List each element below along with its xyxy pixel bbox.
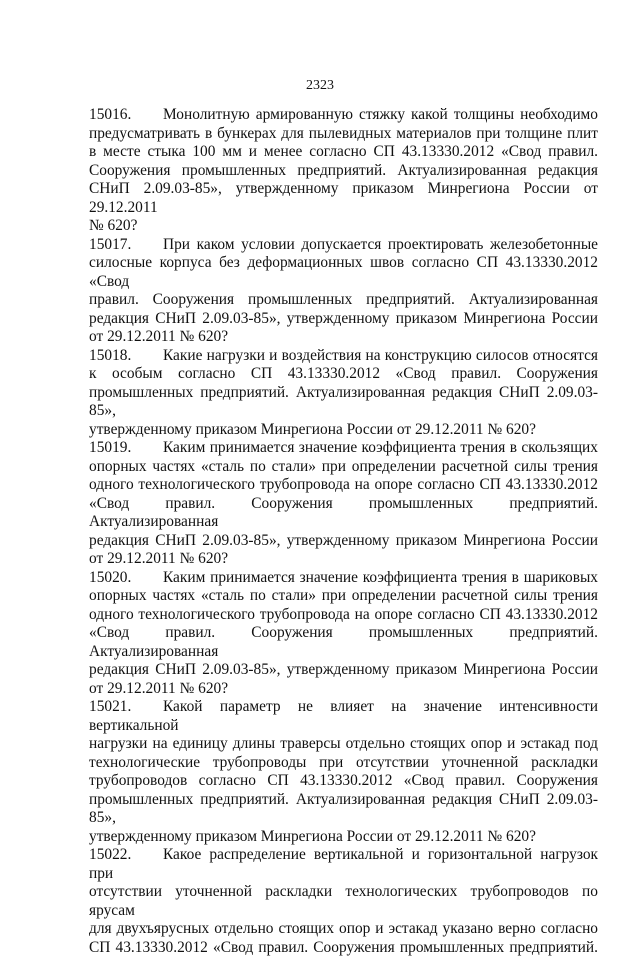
question-number: 15022.: [89, 846, 163, 865]
question-text: от 29.12.2011 № 620?: [89, 550, 228, 567]
question-number: 15021.: [89, 698, 163, 717]
question-line: [89, 347, 598, 366]
question-line: [89, 606, 598, 625]
question-line: [89, 532, 598, 551]
question-text: правил. Сооружения промышленных предприятий. Актуализированная: [89, 291, 598, 308]
question-text: опорных частях «сталь по стали» при определении расчетной силы трения: [89, 458, 598, 475]
question-line: [89, 624, 598, 661]
question-item: [89, 106, 598, 236]
question-text: «Свод правил. Сооружения промышленных предприятий. Актуализированная: [89, 495, 598, 531]
question-line: [89, 939, 598, 957]
question-line: [89, 828, 598, 847]
question-line: [89, 791, 598, 828]
question-text: от 29.12.2011 № 620?: [89, 680, 228, 697]
question-text: одного технологического трубопровода на опоре согласно СП 43.13330.2012: [89, 476, 598, 493]
question-text: Каким принимается значение коэффициента трения в шариковых: [163, 569, 598, 586]
question-text: от 29.12.2011 № 620?: [89, 328, 228, 345]
question-text: Какие нагрузки и воздействия на конструкцию силосов относятся: [163, 347, 598, 364]
question-line: [89, 569, 598, 588]
question-number: 15016.: [89, 106, 163, 125]
question-text: № 620?: [89, 217, 137, 234]
question-line: [89, 328, 598, 347]
question-text: утвержденному приказом Минрегиона России от 29.12.2011 № 620?: [89, 421, 536, 438]
question-line: [89, 236, 598, 255]
question-text: СНиП 2.09.03-85», утвержденному приказом Минрегиона России от 29.12.2011: [89, 180, 598, 216]
question-text: Каким принимается значение коэффициента трения в скользящих: [163, 439, 598, 456]
question-number: 15018.: [89, 347, 163, 366]
question-text: силосные корпуса без деформационных швов согласно СП 43.13330.2012 «Свод: [89, 254, 598, 290]
question-line: [89, 754, 598, 773]
question-text: утвержденному приказом Минрегиона России от 29.12.2011 № 620?: [89, 828, 536, 845]
question-line: [89, 310, 598, 329]
question-text: редакция СНиП 2.09.03-85», утвержденному приказом Минрегиона России: [89, 532, 598, 549]
question-line: [89, 735, 598, 754]
question-line: [89, 846, 598, 883]
question-text: трубопроводов согласно СП 43.13330.2012 «Свод правил. Сооружения: [89, 772, 598, 789]
question-line: [89, 698, 598, 735]
question-text: нагрузки на единицу длины траверсы отдельно стоящих опор и эстакад под: [89, 735, 598, 752]
question-number: 15017.: [89, 236, 163, 255]
question-line: [89, 421, 598, 440]
page-number: 2323: [0, 78, 640, 94]
question-line: [89, 125, 598, 144]
question-line: [89, 680, 598, 699]
question-text: Какой параметр не влияет на значение интенсивности вертикальной: [89, 698, 598, 734]
question-text: СП 43.13330.2012 «Свод правил. Сооружения промышленных предприятий.: [89, 939, 598, 956]
question-text: к особым согласно СП 43.13330.2012 «Свод правил. Сооружения: [89, 365, 598, 382]
question-line: [89, 254, 598, 291]
question-item: [89, 236, 598, 347]
question-line: [89, 365, 598, 384]
question-line: [89, 920, 598, 939]
question-item: [89, 439, 598, 569]
question-text: технологические трубопроводы при отсутствии уточненной раскладки: [89, 754, 598, 771]
question-text: в месте стыка 100 мм и менее согласно СП 43.13330.2012 «Свод правил.: [89, 143, 598, 160]
question-item: [89, 347, 598, 440]
question-line: [89, 106, 598, 125]
question-line: [89, 587, 598, 606]
questions-list: [89, 106, 598, 957]
question-text: редакция СНиП 2.09.03-85», утвержденному приказом Минрегиона России: [89, 310, 598, 327]
question-line: [89, 439, 598, 458]
question-line: [89, 217, 598, 236]
question-number: 15020.: [89, 569, 163, 588]
question-text: отсутствии уточненной раскладки технологических трубопроводов по ярусам: [89, 883, 598, 919]
question-text: предусматривать в бункерах для пылевидных материалов при толщине плит: [89, 125, 598, 142]
question-line: [89, 883, 598, 920]
question-line: [89, 458, 598, 477]
question-text: Сооружения промышленных предприятий. Актуализированная редакция: [89, 162, 598, 179]
question-text: «Свод правил. Сооружения промышленных предприятий. Актуализированная: [89, 624, 598, 660]
question-text: промышленных предприятий. Актуализированная редакция СНиП 2.09.03-85»,: [89, 791, 598, 827]
question-line: [89, 162, 598, 181]
question-text: для двухъярусных отдельно стоящих опор и эстакад указано верно согласно: [89, 920, 598, 937]
question-text: редакция СНиП 2.09.03-85», утвержденному приказом Минрегиона России: [89, 661, 598, 678]
question-line: [89, 384, 598, 421]
question-line: [89, 291, 598, 310]
question-text: При каком условии допускается проектировать железобетонные: [163, 236, 598, 253]
question-item: [89, 569, 598, 699]
question-text: промышленных предприятий. Актуализированная редакция СНиП 2.09.03-85»,: [89, 384, 598, 420]
question-line: [89, 772, 598, 791]
question-line: [89, 661, 598, 680]
question-text: Какое распределение вертикальной и горизонтальной нагрузок при: [89, 846, 598, 882]
question-line: [89, 550, 598, 569]
question-line: [89, 495, 598, 532]
question-text: одного технологического трубопровода на опоре согласно СП 43.13330.2012: [89, 606, 598, 623]
question-text: Монолитную армированную стяжку какой толщины необходимо: [163, 106, 598, 123]
question-line: [89, 180, 598, 217]
question-item: [89, 846, 598, 957]
question-item: [89, 698, 598, 846]
question-number: 15019.: [89, 439, 163, 458]
question-line: [89, 476, 598, 495]
question-text: опорных частях «сталь по стали» при определении расчетной силы трения: [89, 587, 598, 604]
question-line: [89, 143, 598, 162]
